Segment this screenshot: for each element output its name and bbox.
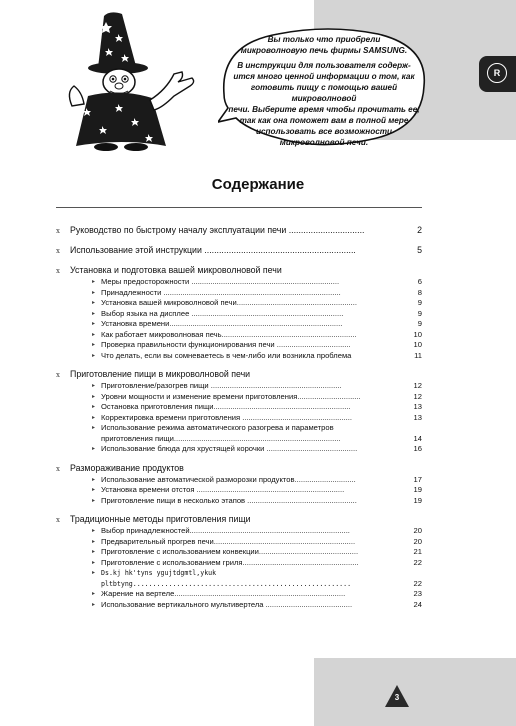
toc-section (56, 513, 422, 526)
toc-item-label: Приготовление/разогрев пищи .............................................................. (101, 381, 342, 390)
toc-section-page: 5 (417, 245, 422, 255)
toc-item-page: 19 (413, 485, 422, 494)
toc-section (56, 244, 422, 257)
toc-item-page: 11 (414, 350, 422, 360)
toc-section (56, 462, 422, 475)
item-bullet-icon: ▸ (91, 528, 95, 534)
toc-section-label: Использование этой инструкции .............................................................. (70, 245, 356, 255)
toc-item (56, 351, 422, 362)
toc-item-label: Установка времени отстоя ...................................................................... (101, 485, 345, 494)
item-bullet-icon: ▸ (91, 383, 95, 389)
item-bullet-icon: ▸ (91, 476, 95, 483)
toc-item-page: 6 (417, 277, 422, 286)
toc-item-label: Выбор языка на дисплее ........................................................................ (101, 308, 344, 318)
section-marker-icon: x (56, 247, 60, 255)
item-bullet-icon: ▸ (91, 446, 95, 452)
toc-item-label: Уровни мощности и изменение времени приготовления.............................. (101, 391, 361, 401)
toc-item-label: Корректировка времени приготовления .................................................... (101, 412, 352, 422)
item-bullet-icon: ▸ (91, 393, 95, 400)
toc-item (56, 402, 422, 413)
toc-item (56, 340, 422, 351)
item-bullet-icon: ▸ (91, 497, 95, 504)
toc-item (56, 589, 422, 600)
item-bullet-icon: ▸ (91, 601, 95, 608)
toc-section-label: Размораживание продуктов (70, 462, 184, 473)
toc-item (56, 600, 422, 611)
toc-item-label: Установка вашей микроволновой печи......................................................... (101, 298, 357, 307)
toc-item-label: Что делать, если вы сомневаетесь в чем-либо или возникла проблема (101, 350, 352, 360)
section-marker-icon: x (56, 267, 60, 275)
item-bullet-icon: ▸ (91, 300, 95, 306)
item-bullet-icon: ▸ (91, 538, 95, 545)
toc-item-label: Как работает микроволновая печь................................................................ (101, 329, 357, 339)
toc-item-label: Ds.kj hk'tyns ygujtdgmtl,ykuk pltbtyng....................................................... (101, 569, 352, 588)
section-marker-icon: x (56, 371, 60, 379)
toc-item-label: Приготовление с использованием гриля....................................................... (101, 557, 359, 567)
toc-item-label: Остановка приготовления пищи................................................................. (101, 402, 351, 411)
toc-item-page: 19 (413, 495, 422, 505)
toc-item-page: 20 (413, 526, 422, 535)
page-number: 3 (394, 693, 400, 702)
toc-item-page: 13 (413, 412, 422, 422)
toc-section (56, 224, 422, 237)
item-bullet-icon: ▸ (91, 425, 95, 431)
toc-item-label: Приготовление с использованием конвекции............................................... (101, 547, 359, 556)
item-bullet-icon: ▸ (91, 570, 95, 576)
item-bullet-icon: ▸ (91, 279, 95, 285)
toc-item (56, 558, 422, 569)
section-marker-icon: x (56, 516, 60, 524)
toc-section (56, 264, 422, 277)
toc-item-page: 8 (417, 287, 422, 297)
toc-item-page: 16 (413, 444, 422, 453)
toc-item-page: 22 (413, 557, 422, 567)
bubble-line-2: В инструкции для пользователя содерж- ится много ценной информации о том, как готовить пищу с помощью вашей микроволновой печи. Выберите время чтобы прочитать ее, так как она поможет вам в полной мере использовать все возможности микроволновой печи. (228, 61, 420, 147)
bubble-line-1: Вы только что приобрели микроволновую печь фирмы SAMSUNG. (240, 35, 408, 55)
toc-item (56, 298, 422, 309)
toc-item (56, 309, 422, 320)
toc-item-label: Предварительный прогрев печи................................................................... (101, 536, 356, 546)
item-bullet-icon: ▸ (91, 549, 95, 555)
toc-item (56, 423, 422, 444)
toc-item-label: Установка времени.................................................................................. (101, 319, 343, 328)
toc-item-page: 12 (413, 381, 422, 390)
item-bullet-icon: ▸ (91, 331, 95, 338)
table-of-contents (56, 224, 422, 610)
toc-item-label: Использование режима автоматического разогрева и параметров приготовления пищи............................................................................... (101, 423, 341, 443)
item-bullet-icon: ▸ (91, 310, 95, 317)
section-marker-icon: x (56, 227, 60, 235)
title-divider (56, 207, 422, 208)
item-bullet-icon: ▸ (91, 414, 95, 421)
item-bullet-icon: ▸ (91, 591, 95, 597)
page-title: Содержание (211, 176, 305, 193)
toc-item (56, 475, 422, 486)
language-tab (479, 56, 516, 92)
toc-item-page: 20 (413, 536, 422, 546)
toc-item-page: 10 (413, 329, 422, 339)
toc-item-page: 24 (413, 599, 422, 609)
toc-item (56, 537, 422, 548)
toc-item (56, 319, 422, 330)
toc-item (56, 547, 422, 558)
toc-item-label: Использование автоматической разморозки продуктов............................. (101, 474, 356, 484)
toc-item (56, 568, 422, 589)
toc-item (56, 485, 422, 496)
toc-item-label: Принадлежности .................................................................................... (101, 287, 341, 297)
toc-item (56, 496, 422, 507)
toc-item-label: Использование блюда для хрустящей корочки ........................................... (101, 444, 358, 453)
toc-section-label: Традиционные методы приготовления пищи (70, 514, 251, 524)
toc-item-page: 17 (413, 474, 422, 484)
toc-item-page: 9 (417, 308, 422, 318)
toc-item-label: Меры предосторожности ...................................................................... (101, 277, 340, 286)
toc-item (56, 330, 422, 341)
toc-item-label: Выбор принадлежностей............................................................................ (101, 526, 350, 535)
item-bullet-icon: ▸ (91, 321, 95, 327)
intro-bubble-text (222, 34, 426, 152)
gray-footer-band (314, 658, 516, 726)
item-bullet-icon: ▸ (91, 404, 95, 410)
wizard-mascot-icon (62, 8, 212, 153)
toc-item-label: Использование вертикального мультивертела ......................................... (101, 599, 353, 609)
toc-item-page: 14 (413, 433, 422, 443)
section-marker-icon: x (56, 464, 60, 473)
toc-item-page: 23 (413, 589, 422, 598)
toc-item (56, 526, 422, 537)
toc-item-page: 10 (413, 340, 422, 349)
toc-item-label: Жарение на вертеле................................................................................. (101, 589, 346, 598)
toc-item (56, 381, 422, 392)
toc-item-label: Проверка правильности функционирования печи ................................... (101, 340, 351, 349)
toc-item-page: 9 (417, 298, 422, 307)
toc-item-page: 9 (417, 319, 422, 328)
language-badge: R (487, 63, 507, 83)
toc-item (56, 413, 422, 424)
toc-item-page: 13 (413, 402, 422, 411)
toc-section-label: Руководство по быстрому началу эксплуатации печи ............................... (70, 225, 365, 235)
toc-item-label: Приготовление пищи в несколько этапов .................................................... (101, 495, 357, 505)
toc-item (56, 392, 422, 403)
item-bullet-icon: ▸ (91, 352, 95, 359)
toc-item-page: 22 (413, 578, 422, 588)
toc-item-page: 12 (413, 391, 422, 401)
toc-section-label: Приготовление пищи в микроволновой печи (70, 369, 251, 379)
toc-section-label: Установка и подготовка вашей микроволновой печи (70, 265, 282, 275)
toc-section-page: 2 (417, 225, 422, 235)
item-bullet-icon: ▸ (91, 559, 95, 566)
item-bullet-icon: ▸ (91, 487, 95, 493)
toc-item (56, 288, 422, 299)
toc-section (56, 368, 422, 381)
toc-item-page: 21 (413, 547, 422, 556)
toc-item (56, 444, 422, 455)
item-bullet-icon: ▸ (91, 342, 95, 348)
item-bullet-icon: ▸ (91, 289, 95, 296)
toc-item (56, 277, 422, 288)
